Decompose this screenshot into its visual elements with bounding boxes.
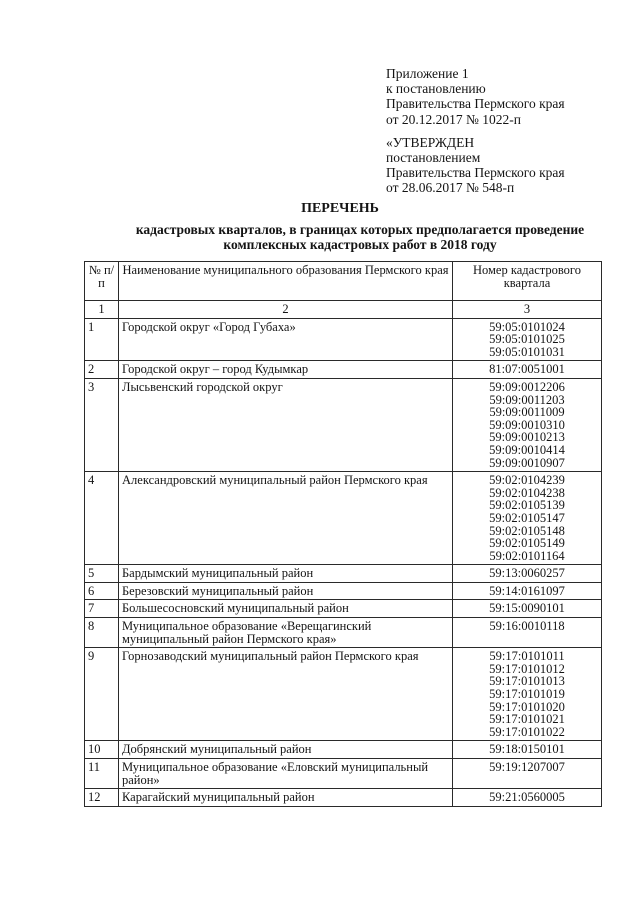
municipality-name: Городской округ «Город Губаха» [119,318,453,361]
table-row [85,789,602,807]
row-number: 10 [85,741,119,759]
appendix-line: от 20.12.2017 № 1022-п [386,111,521,127]
cadastral-number: 59:17:0101020 [489,699,565,714]
document-header [386,66,565,196]
cadastral-number: 59:09:0010414 [489,442,565,457]
cadastral-numbers [453,565,602,583]
table-row [85,759,602,789]
municipality-name: Добрянский муниципальный район [119,741,453,759]
table-body [85,318,602,806]
cadastral-number: 59:17:0101022 [489,724,565,739]
approval-line: «УТВЕРЖДЕН [386,134,475,150]
approval-line: постановлением [386,150,481,166]
row-number: 12 [85,789,119,807]
cadastral-number: 59:17:0101019 [489,687,565,702]
column-number-row [85,301,602,319]
row-number: 4 [85,472,119,565]
appendix-line: Приложение 1 [386,66,469,81]
row-number: 1 [85,318,119,361]
cadastral-number: 59:02:0104239 [489,473,565,488]
cadastral-numbers [453,789,602,807]
approval-line: Правительства Пермского края [386,165,565,181]
cadastral-number: 59:16:0010118 [489,619,565,634]
document-subtitle [60,222,640,252]
cadastral-number: 59:09:0011009 [489,405,565,420]
cadastral-number: 59:19:1207007 [489,760,565,774]
cadastral-numbers [453,600,602,618]
cadastral-number: 59:02:0105147 [489,510,565,525]
table-header-row [85,262,602,301]
cadastral-number: 59:17:0101012 [489,661,565,676]
table-row [85,582,602,600]
cadastral-number: 59:21:0560005 [489,790,565,805]
cadastral-number: 59:02:0104238 [489,485,565,500]
column-number: 2 [119,301,453,319]
header-number: № п/п [85,262,119,301]
column-number: 1 [85,301,119,319]
cadastral-number: 59:17:0101011 [489,649,565,664]
municipality-name: Александровский муниципальный район Пермского края [119,472,453,565]
cadastral-number: 59:05:0101025 [489,332,565,347]
table-row [85,318,602,361]
cadastral-number: 59:09:0010213 [489,430,565,445]
cadastral-numbers [453,378,602,471]
approval-line: от 28.06.2017 № 548-п [386,180,515,196]
cadastral-number: 59:18:0150101 [489,742,565,757]
cadastral-number: 59:05:0101031 [489,344,565,359]
row-number: 9 [85,648,119,741]
table-row [85,648,602,741]
cadastral-number: 59:05:0101024 [489,319,565,334]
municipality-name: Муниципальное образование «Еловский муниципальный район» [119,759,453,789]
row-number: 11 [85,759,119,789]
cadastral-numbers [453,582,602,600]
header-cadastral-number: Номер кадастрового квартала [453,262,602,301]
table-row [85,600,602,618]
row-number: 7 [85,600,119,618]
cadastral-number: 59:09:0010310 [489,417,565,432]
appendix-line: Правительства Пермского края [386,96,565,112]
row-number: 3 [85,378,119,471]
table-row [85,741,602,759]
header-municipality: Наименование муниципального образования Пермского края [119,262,453,301]
cadastral-number: 59:02:0101164 [489,548,565,563]
table-row [85,472,602,565]
table-row [85,361,602,379]
cadastral-numbers [453,618,602,648]
cadastral-number: 59:09:0012206 [489,379,565,394]
cadastral-number: 59:02:0105139 [489,498,565,513]
municipality-name: Большесосновский муниципальный район [119,600,453,618]
row-number: 8 [85,618,119,648]
municipality-name: Карагайский муниципальный район [119,789,453,807]
column-number: 3 [453,301,602,319]
municipality-name: Березовский муниципальный район [119,582,453,600]
cadastral-number: 59:09:0010907 [489,455,565,470]
table-row [85,378,602,471]
cadastral-number: 59:02:0105148 [489,523,565,538]
cadastral-numbers [453,759,602,789]
cadastral-numbers [453,741,602,759]
cadastral-number: 59:17:0101021 [489,712,565,727]
municipality-name: Горнозаводский муниципальный район Пермского края [119,648,453,741]
subtitle-line: комплексных кадастровых работ в 2018 году [223,237,497,252]
cadastral-number: 59:17:0101013 [489,674,565,689]
municipality-name: Лысьвенский городской округ [119,378,453,471]
cadastral-number: 59:02:0105149 [489,536,565,551]
table-row [85,618,602,648]
cadastral-numbers [453,361,602,379]
cadastral-number: 59:09:0011203 [489,392,565,407]
cadastral-numbers [453,648,602,741]
row-number: 2 [85,361,119,379]
document-title: ПЕРЕЧЕНЬ [301,201,379,216]
municipality-name: Городской округ – город Кудымкар [119,361,453,379]
cadastral-table [84,261,602,807]
table-row [85,565,602,583]
cadastral-numbers [453,472,602,565]
appendix-line: к постановлению [386,81,486,97]
row-number: 6 [85,582,119,600]
subtitle-line: кадастровых кварталов, в границах которых предполагается проведение [135,222,585,237]
cadastral-numbers [453,318,602,361]
cadastral-number: 59:14:0161097 [489,583,565,598]
municipality-name: Муниципальное образование «Верещагинский муниципальный район Пермского края» [119,618,453,648]
cadastral-number: 81:07:0051001 [489,362,565,377]
cadastral-number: 59:13:0060257 [489,566,565,581]
cadastral-number: 59:15:0090101 [489,601,565,616]
row-number: 5 [85,565,119,583]
municipality-name: Бардымский муниципальный район [119,565,453,583]
